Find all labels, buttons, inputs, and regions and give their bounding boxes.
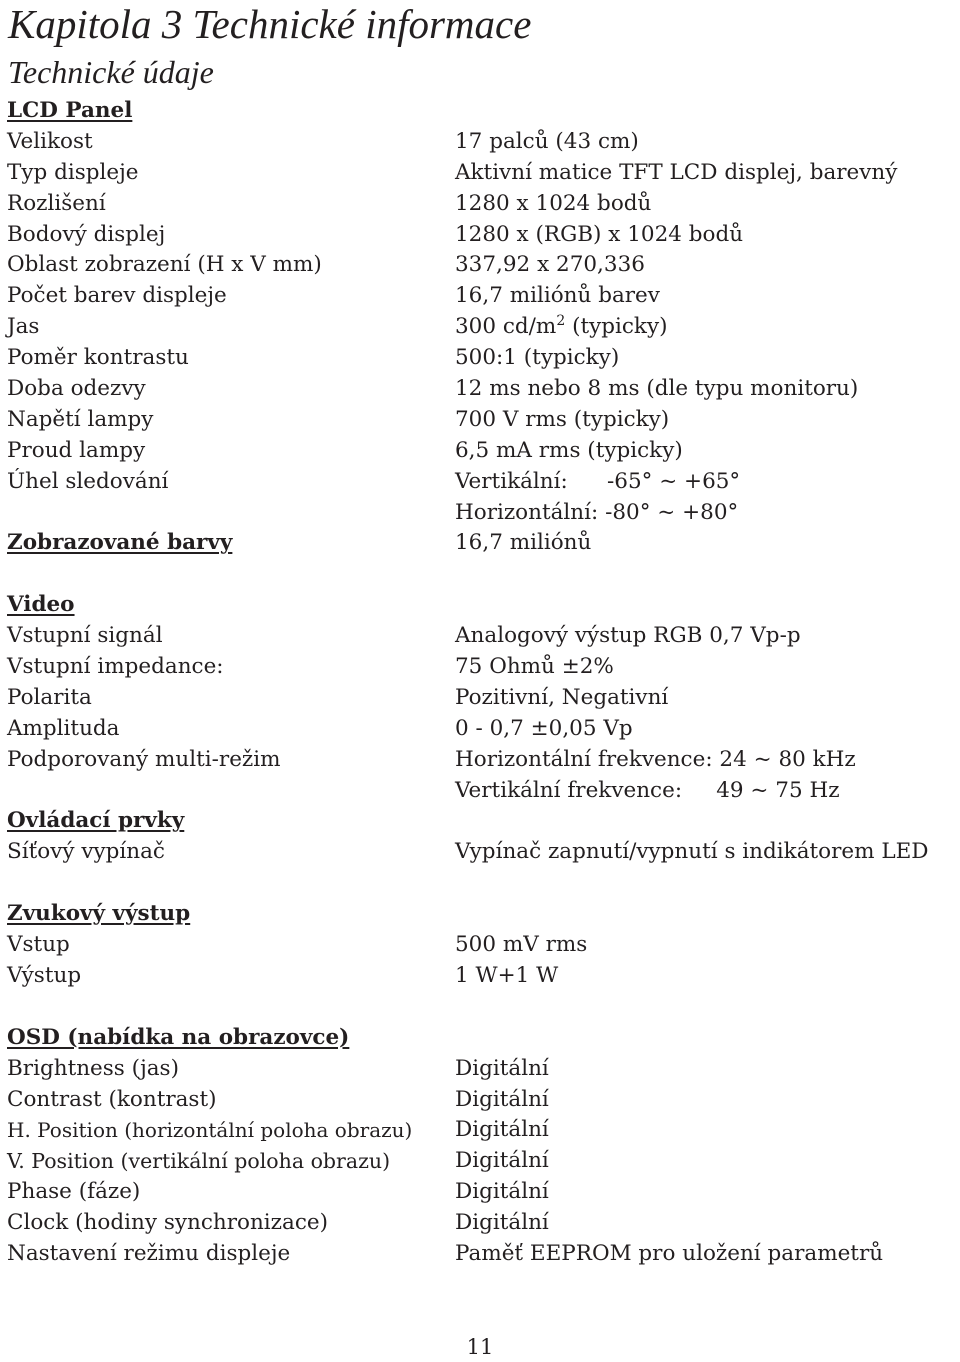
spec-row <box>0 405 960 436</box>
spec-label: Typ displeje <box>7 159 139 185</box>
spec-label: Nastavení režimu displeje <box>7 1240 291 1266</box>
section-heading-osd: OSD (nabídka na obrazovce) <box>7 1024 350 1050</box>
spec-row <box>0 930 960 961</box>
value-part: 300 cd/m <box>455 314 557 340</box>
spec-value: 500:1 (typicky) <box>455 345 620 371</box>
superscript: 2 <box>556 313 566 330</box>
spec-value: Paměť EEPROM pro uložení parametrů <box>455 1240 884 1266</box>
spec-label: Síťový vypínač <box>7 839 165 865</box>
spec-row <box>0 250 960 281</box>
value-key: Vertikální: <box>455 468 568 494</box>
spec-label: Velikost <box>7 128 93 154</box>
spec-label: Úhel sledování <box>7 468 169 494</box>
spec-value: 0 - 0,7 ±0,05 Vp <box>455 715 633 741</box>
spec-label: Oblast zobrazení (H x V mm) <box>7 252 322 278</box>
section-heading-row <box>0 806 960 837</box>
spec-row <box>0 281 960 312</box>
spec-value <box>455 312 668 345</box>
spec-row <box>0 621 960 652</box>
spec-value: Digitální <box>455 1086 549 1112</box>
spec-row <box>0 220 960 251</box>
value-val: -65° ~ +65° <box>607 468 741 494</box>
section-heading-row <box>0 1023 960 1054</box>
spec-row <box>0 683 960 714</box>
spec-label: Výstup <box>7 962 82 988</box>
spec-label: Vstup <box>7 932 70 958</box>
spec-value: Aktivní matice TFT LCD displej, barevný <box>455 159 898 185</box>
section-heading-colors: Zobrazované barvy <box>7 530 233 556</box>
spec-value: 500 mV rms <box>455 932 588 958</box>
spec-label: Brightness (jas) <box>7 1055 179 1081</box>
spec-row <box>0 745 960 776</box>
spec-value: 700 V rms (typicky) <box>455 406 670 432</box>
spec-value: 6,5 mA rms (typicky) <box>455 437 683 463</box>
section-heading-lcd: LCD Panel <box>7 98 133 123</box>
spec-label: V. Position (vertikální poloha obrazu) <box>7 1149 391 1174</box>
section-heading-row <box>0 590 960 621</box>
spec-row <box>0 1115 960 1146</box>
spec-row <box>0 158 960 189</box>
spec-label: Vstupní signál <box>7 623 163 649</box>
spec-row <box>0 837 960 868</box>
spec-row <box>0 961 960 992</box>
spec-value: Horizontální: -80° ~ +80° <box>455 499 739 525</box>
section-heading-row <box>0 96 960 127</box>
spec-row <box>0 127 960 158</box>
spec-row <box>0 312 960 343</box>
spec-row <box>0 467 960 498</box>
spec-row <box>0 1208 960 1239</box>
spec-value <box>455 467 740 498</box>
spec-value: Digitální <box>455 1210 549 1236</box>
spec-value: Vypínač zapnutí/vypnutí s indikátorem LED <box>455 839 929 865</box>
spec-list <box>0 96 960 1270</box>
section-heading-controls: Ovládací prvky <box>7 808 185 834</box>
spec-label: Napětí lampy <box>7 406 154 432</box>
spec-row <box>0 374 960 405</box>
spec-value: 1280 x (RGB) x 1024 bodů <box>455 221 744 247</box>
spec-row <box>0 776 960 807</box>
spec-value: Digitální <box>455 1179 549 1205</box>
spec-row <box>0 343 960 374</box>
section-heading-audio: Zvukový výstup <box>7 901 191 927</box>
spec-value: 75 Ohmů ±2% <box>455 654 614 680</box>
spec-label: Polarita <box>7 684 92 710</box>
spec-value: 12 ms nebo 8 ms (dle typu monitoru) <box>455 376 859 402</box>
spec-row <box>0 1085 960 1116</box>
spec-label: Rozlišení <box>7 190 106 216</box>
spacer <box>0 559 960 590</box>
spec-label: Doba odezvy <box>7 376 146 402</box>
spec-row <box>0 498 960 529</box>
section-heading-row <box>0 899 960 930</box>
spec-value: Vertikální frekvence: 49 ~ 75 Hz <box>455 777 840 803</box>
spec-value: 1280 x 1024 bodů <box>455 190 652 216</box>
spec-label: Bodový displej <box>7 221 166 247</box>
spec-row <box>0 1177 960 1208</box>
spec-label: Phase (fáze) <box>7 1179 141 1205</box>
spec-row <box>0 1146 960 1177</box>
spec-value: Digitální <box>455 1117 549 1143</box>
spacer <box>0 992 960 1023</box>
section-title: Technické údaje <box>8 54 214 90</box>
spec-value: 16,7 miliónů barev <box>455 283 660 309</box>
value-part: (typicky) <box>565 314 668 340</box>
spec-row <box>0 436 960 467</box>
spec-label: Poměr kontrastu <box>7 345 189 371</box>
page-number: 11 <box>466 1335 494 1359</box>
spec-label: H. Position (horizontální poloha obrazu) <box>7 1118 413 1143</box>
spec-value: Pozitivní, Negativní <box>455 684 669 710</box>
spec-row <box>0 714 960 745</box>
spec-value: 16,7 miliónů <box>455 530 592 556</box>
chapter-title: Kapitola 3 Technické informace <box>8 1 532 47</box>
spec-row <box>0 652 960 683</box>
spec-row <box>0 1239 960 1270</box>
spec-label: Clock (hodiny synchronizace) <box>7 1210 328 1236</box>
spacer <box>0 868 960 899</box>
spec-row <box>0 1054 960 1085</box>
spec-label: Proud lampy <box>7 437 146 463</box>
spec-value: Digitální <box>455 1055 549 1081</box>
spec-value: Digitální <box>455 1148 549 1174</box>
section-heading-video: Video <box>7 592 75 618</box>
spec-value: Horizontální frekvence: 24 ~ 80 kHz <box>455 746 856 772</box>
spec-row <box>0 189 960 220</box>
spec-label: Contrast (kontrast) <box>7 1086 217 1112</box>
spec-row <box>0 528 960 559</box>
spec-value: 17 palců (43 cm) <box>455 128 639 154</box>
spec-label: Počet barev displeje <box>7 283 227 309</box>
spec-value: Analogový výstup RGB 0,7 Vp-p <box>455 623 801 649</box>
spec-value: 337,92 x 270,336 <box>455 252 645 278</box>
spec-value: 1 W+1 W <box>455 962 559 988</box>
spec-label: Vstupní impedance: <box>7 654 224 680</box>
spec-label: Jas <box>7 314 40 340</box>
spec-label: Podporovaný multi-režim <box>7 746 281 772</box>
spec-label: Amplituda <box>7 715 120 741</box>
